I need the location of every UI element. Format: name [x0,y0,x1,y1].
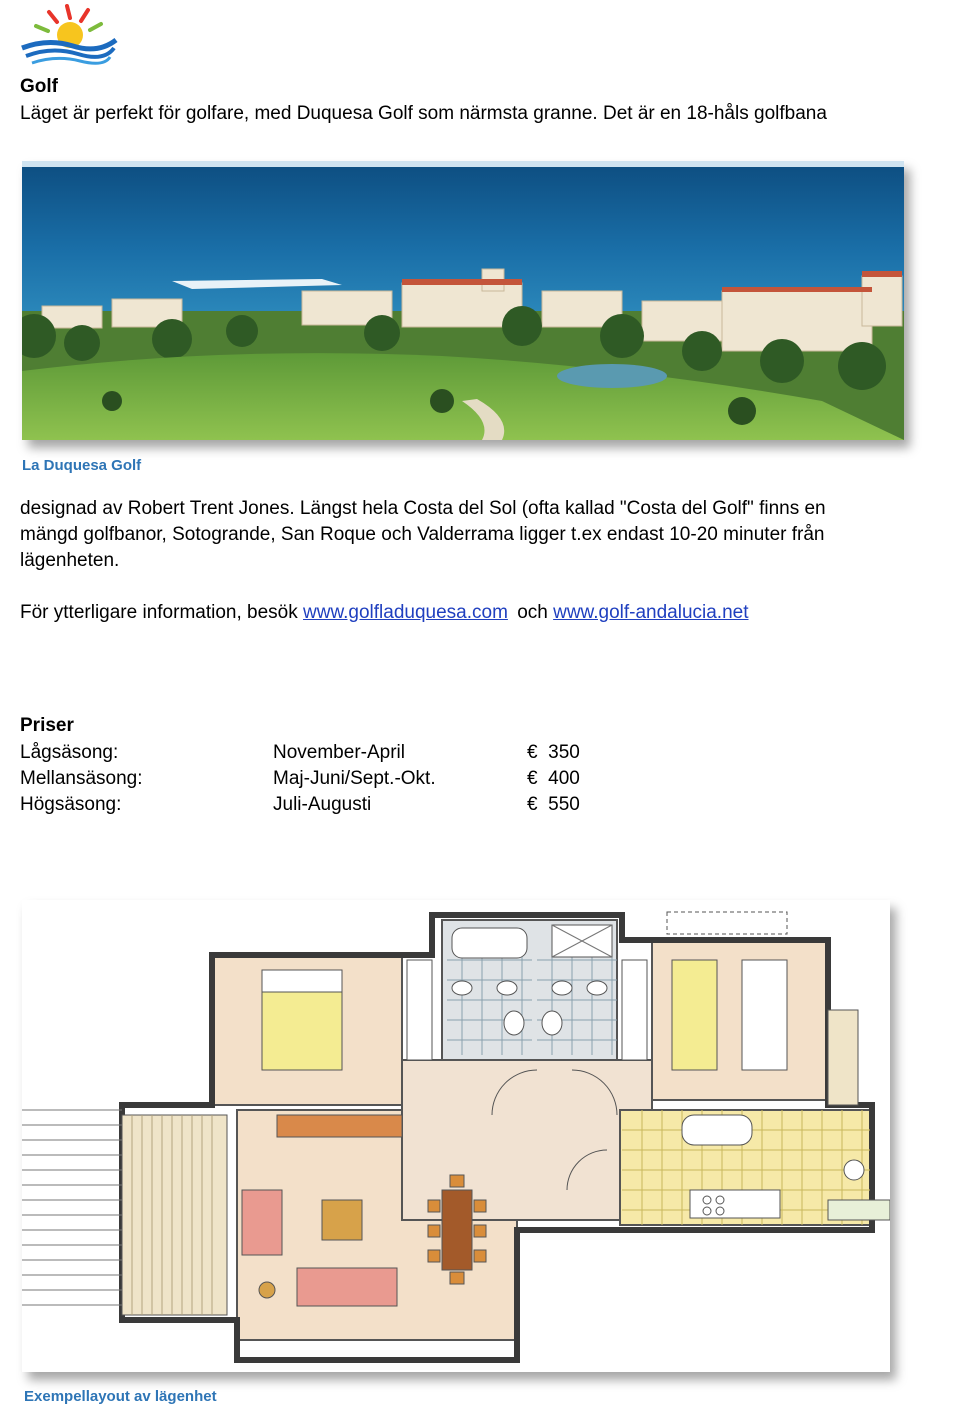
golf-andalucia-link[interactable]: www.golf-andalucia.net [553,602,749,623]
price-row-mid-season-price: € 400 [527,768,580,789]
floor-plan-image [22,900,890,1372]
golf-intro: Läget är perfekt för golfare, med Duquesa Golf som närmsta granne. Det är en 18-håls golfbana [20,103,827,124]
golf-paragraph-line1: designad av Robert Trent Jones. Längst hela Costa del Sol (ofta kallad "Costa del Golf" finns en [20,498,826,519]
price-row-high-season-period: Juli-Augusti [273,794,372,815]
golfladuquesa-link[interactable]: www.golfladuquesa.com [303,602,508,623]
logo [18,2,118,68]
price-row-mid-season-period: Maj-Juni/Sept.-Okt. [273,768,436,789]
golf-paragraph-line3: lägenheten. [20,550,120,571]
info-line [20,600,749,626]
golf-heading: Golf [20,76,58,97]
price-row-high-season-price: € 550 [527,794,580,815]
sun-wave-logo-icon [18,2,118,68]
photo-caption: La Duquesa Golf [22,457,142,474]
info-and: och [517,602,548,623]
golf-paragraph-line2: mängd golfbanor, Sotogrande, San Roque och Valderrama ligger t.ex endast 10-20 minuter från [20,524,825,545]
price-row-mid-season-label: Mellansäsong: [20,768,143,789]
prices-heading: Priser [20,715,74,736]
price-row-low-season-label: Lågsäsong: [20,742,119,763]
price-row-low-season-period: November-April [273,742,405,763]
price-row-high-season-label: Högsäsong: [20,794,122,815]
price-row-low-season-price: € 350 [527,742,580,763]
floor-plan-caption: Exempellayout av lägenhet [24,1388,217,1405]
info-prefix: För ytterligare information, besök [20,602,298,623]
golf-course-photo [22,161,904,440]
